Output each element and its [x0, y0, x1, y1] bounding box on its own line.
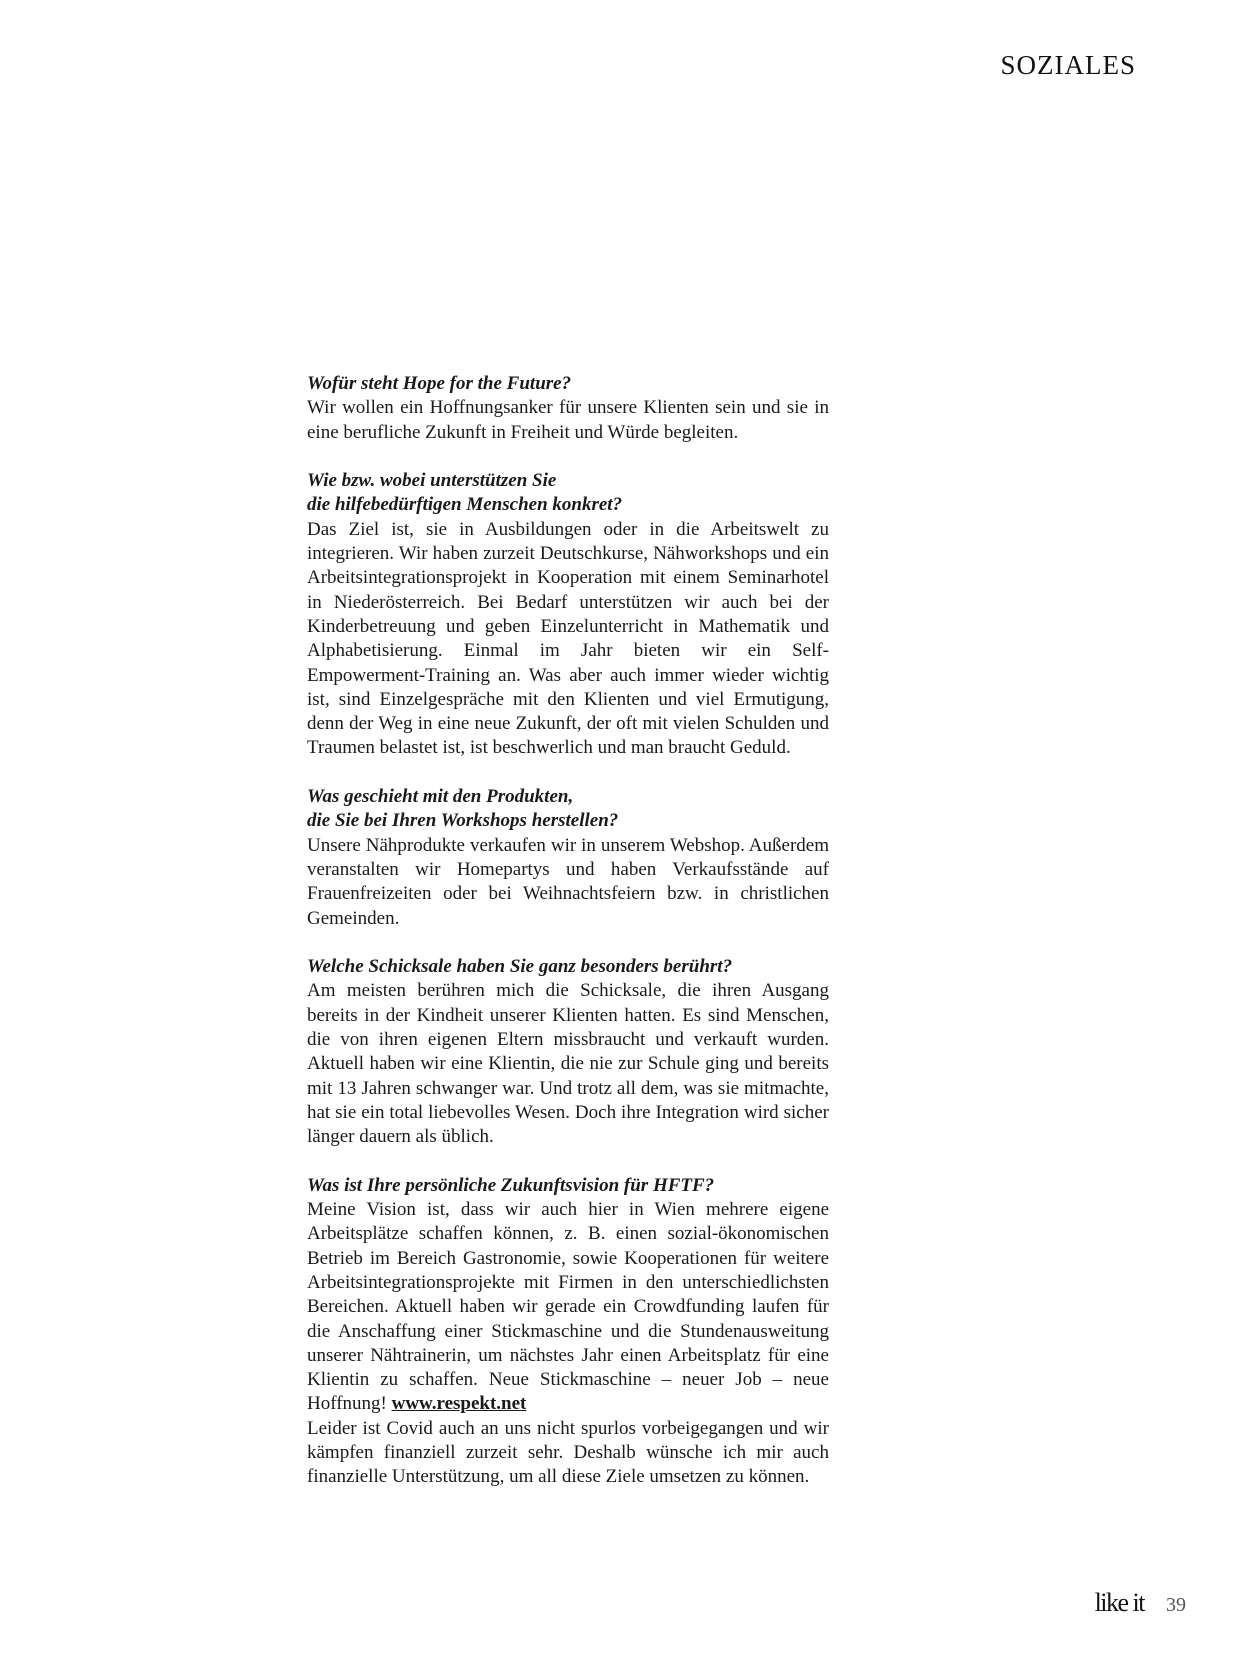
- answer-continued: Leider ist Covid auch an uns nicht spurlos vorbeigegangen und wir kämpfen finanziell zurzeit sehr. Deshalb wünsche ich mir auch finanzielle Unterstützung, um all diese Ziele umsetzen zu können.: [307, 1417, 829, 1488]
- question: [307, 1174, 829, 1198]
- question-line: Was geschieht mit den Produkten,: [307, 786, 574, 808]
- question: [307, 955, 829, 979]
- qa-block: [307, 955, 829, 1149]
- website-link[interactable]: www.respekt.net: [391, 1393, 527, 1415]
- question-line: Wie bzw. wobei unterstützen Sie: [307, 470, 557, 492]
- question: [307, 372, 829, 396]
- question-line: Wofür steht Hope for the Future?: [307, 373, 572, 394]
- magazine-logo: like it: [1094, 1588, 1144, 1617]
- page-number: 39: [1166, 1594, 1186, 1616]
- answer: Wir wollen ein Hoffnungsanker für unsere Klienten sein und sie in eine berufliche Zukunft in Freiheit und Würde begleiten.: [307, 397, 829, 443]
- qa-block: [307, 469, 829, 761]
- question: [307, 469, 829, 518]
- question-line: Was ist Ihre persönliche Zukunftsvision für HFTF?: [307, 1174, 715, 1196]
- question-line: die Sie bei Ihren Workshops herstellen?: [307, 810, 619, 832]
- qa-block: [307, 1174, 829, 1490]
- answer-text: Meine Vision ist, dass wir auch hier in Wien mehrere eigene Arbeitsplätze schaffen können, z. B. einen sozial-ökonomischen Betrieb im Bereich Gastronomie, sowie Kooperationen für weitere Arbeitsintegrationsprojekte mit Firmen in den unterschiedlichsten Bereichen. Aktuell haben wir gerade ein Crowdfunding laufen für die Anschaffung einer Stickmaschine und die Stundenausweitung unserer Nähtrainerin, um nächstes Jahr einen Arbeitsplatz für eine Klientin zu schaffen. Neue Stickmaschine – neuer Job – neue Hoffnung!: [307, 1199, 829, 1415]
- answer: Am meisten berühren mich die Schicksale, die ihren Ausgang bereits in der Kindheit unserer Klienten hatten. Es sind Menschen, die von ihren eigenen Eltern missbraucht und verkauft wurden. Aktuell haben wir eine Klientin, die nie zur Schule ging und bereits mit 13 Jahren schwanger war. Und trotz all dem, was sie mitmachte, hat sie ein total liebevolles Wesen. Doch ihre Integration wird sicher länger dauern als üblich.: [307, 980, 829, 1148]
- qa-block: [307, 785, 829, 931]
- question-line: die hilfebedürftigen Menschen konkret?: [307, 494, 623, 516]
- qa-block: [307, 372, 829, 445]
- answer: Das Ziel ist, sie in Ausbildungen oder in die Arbeitswelt zu integrieren. Wir haben zurzeit Deutschkurse, Nähworkshops und ein Arbeitsintegrationsprojekt in Kooperation mit einem Seminarhotel in Niederösterreich. Bei Bedarf unterstützen wir auch bei der Kinderbetreuung und geben Einzelunterricht in Mathematik und Alphabetisierung. Einmal im Jahr bieten wir ein Self-Empowerment-Training an. Was aber auch immer wieder wichtig ist, sind Einzelgespräche mit den Klienten und viel Ermutigung, denn der Weg in eine neue Zukunft, der oft mit vielen Schulden und Traumen belastet ist, ist beschwerlich und man braucht Geduld.: [307, 518, 829, 759]
- page-footer: [1095, 1588, 1186, 1618]
- question-line: Welche Schicksale haben Sie ganz besonders berührt?: [307, 956, 733, 978]
- section-label: SOZIALES: [1000, 50, 1136, 80]
- article-body: [307, 372, 829, 1514]
- question: [307, 785, 829, 834]
- answer: Unsere Nähprodukte verkaufen wir in unserem Webshop. Außerdem veranstalten wir Homepartys und haben Verkaufsstände auf Frauenfreizeiten oder bei Weihnachtsfeiern bzw. in christlichen Gemeinden.: [307, 834, 829, 929]
- answer: [307, 1198, 829, 1417]
